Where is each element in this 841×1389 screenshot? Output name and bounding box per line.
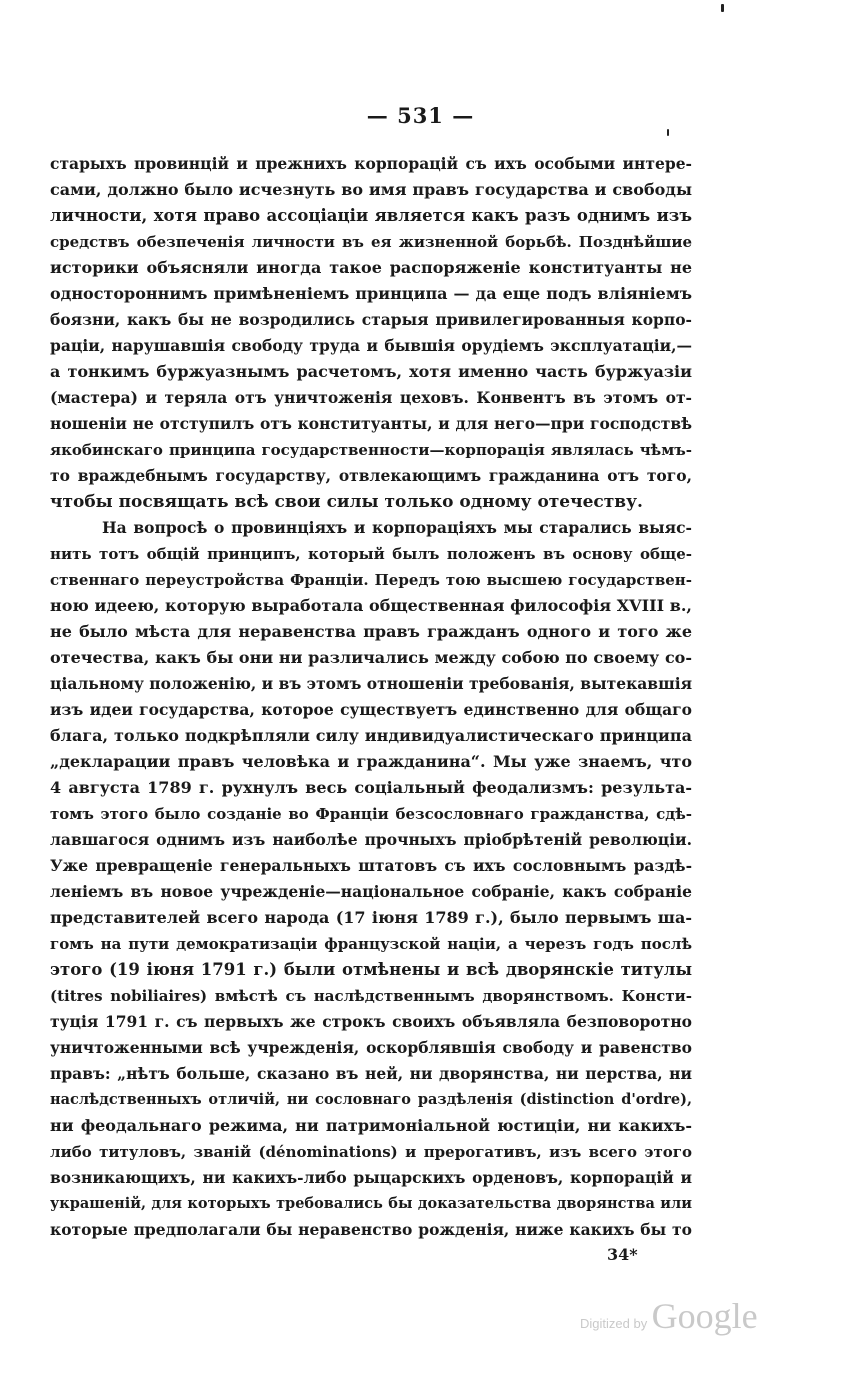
text-line: блага, только подкрѣпляли силу индивидуалистическаго принципа: [50, 726, 692, 745]
text-line: ношеніи не отступилъ отъ конституанты, и для него—при господствѣ: [50, 414, 692, 433]
digitized-by-google-watermark: [580, 1295, 758, 1337]
text-line: уничтоженными всѣ учрежденія, оскорблявшія свободу и равенство: [50, 1038, 692, 1057]
text-line: украшеній, для которыхъ требовались бы доказательства дворянства или: [50, 1195, 692, 1212]
text-line: (titres nobiliaires) вмѣстѣ съ наслѣдственнымъ дворянствомъ. Консти-: [50, 987, 692, 1005]
text-line: возникающихъ, ни какихъ-либо рыцарскихъ орденовъ, корпорацій и: [50, 1168, 692, 1187]
text-line: лавшагося однимъ изъ наиболѣе прочныхъ пріобрѣтеній революціи.: [50, 830, 692, 849]
scan-speck: [721, 4, 724, 12]
text-line: наслѣдственныхъ отличій, ни сословнаго раздѣленія (distinction d'ordre),: [50, 1091, 692, 1108]
text-line: якобинскаго принципа государственности—корпорація являлась чѣмъ-: [50, 441, 692, 459]
text-line: личности, хотя право ассоціаціи является какъ разъ однимъ изъ: [50, 206, 692, 225]
text-line: леніемъ въ новое учрежденіе—національное собраніе, какъ собраніе: [50, 882, 692, 901]
text-line: туція 1791 г. съ первыхъ же строкъ своихъ объявляла безповоротно: [50, 1012, 692, 1031]
text-line: не было мѣста для неравенства правъ гражданъ одного и того же: [50, 622, 692, 641]
text-line: нить тотъ общій принципъ, который былъ положенъ въ основу обще-: [50, 545, 692, 563]
text-line: правъ: „нѣтъ больше, сказано въ ней, ни дворянства, ни перства, ни: [50, 1064, 692, 1083]
signature-mark: 34*: [607, 1245, 638, 1264]
body-text: [50, 151, 692, 1243]
text-line: представителей всего народа (17 іюня 1789 г.), было первымъ ша-: [50, 908, 692, 927]
page-number: — 531 —: [366, 103, 475, 128]
text-line: Уже превращеніе генеральныхъ штатовъ съ ихъ сословнымъ раздѣ-: [50, 856, 692, 875]
text-line: томъ этого было созданіе во Франціи безсословнаго гражданства, сдѣ-: [50, 805, 692, 823]
text-line: ною идеею, которую выработала общественная философія XVIII в.,: [50, 596, 692, 615]
text-line: гомъ на пути демократизаціи французской націи, а черезъ годъ послѣ: [50, 935, 692, 953]
text-line: то враждебнымъ государству, отвлекающимъ гражданина отъ того,: [50, 466, 692, 485]
text-line: средствъ обезпеченія личности въ ея жизненной борьбѣ. Позднѣйшие: [50, 233, 692, 251]
text-line: 4 августа 1789 г. рухнулъ весь соціальный феодализмъ: результа-: [50, 778, 692, 797]
text-line: этого (19 іюня 1791 г.) были отмѣнены и всѣ дворянскіе титулы: [50, 960, 692, 979]
text-line: одностороннимъ примѣненіемъ принципа — да еще подъ вліяніемъ: [50, 284, 692, 303]
text-line: боязни, какъ бы не возродились старыя привилегированныя корпо-: [50, 310, 692, 329]
text-line: ціальному положенію, и въ этомъ отношеніи требованія, вытекавшія: [50, 674, 692, 693]
text-line: „декларации правъ человѣка и гражданина“. Мы уже знаемъ, что: [50, 752, 692, 771]
text-line: историки объясняли иногда такое распоряженіе конституанты не: [50, 258, 692, 277]
text-line: ственнаго переустройства Франціи. Передъ тою высшею государствен-: [50, 571, 692, 589]
text-line: (мастера) и теряла отъ уничтоженія цеховъ. Конвентъ въ этомъ от-: [50, 388, 692, 407]
paragraph-last-line: чтобы посвящать всѣ свои силы только одному отечеству.: [50, 492, 643, 512]
text-line: раціи, нарушавшія свободу труда и бывшія орудіемъ эксплуатаціи,—: [50, 336, 692, 355]
text-line: ни феодальнаго режима, ни патримоніальной юстиціи, ни какихъ-: [50, 1116, 692, 1135]
watermark-small-text: Digitized by: [580, 1316, 648, 1331]
text-line: изъ идеи государства, которое существуетъ единственно для общаго: [50, 700, 692, 719]
watermark-logo-text: Google: [651, 1296, 758, 1336]
text-line: сами, должно было исчезнуть во имя правъ государства и свободы: [50, 180, 692, 199]
paragraph-first-line: На вопросѣ о провинціяхъ и корпораціяхъ мы старались выяс-: [102, 518, 692, 537]
text-line: а тонкимъ буржуазнымъ расчетомъ, хотя именно часть буржуазіи: [50, 362, 692, 381]
text-line: либо титуловъ, званій (dénominations) и прерогативъ, изъ всего этого: [50, 1143, 692, 1161]
scan-speck: [667, 129, 669, 136]
text-line: которые предполагали бы неравенство рожденія, ниже какихъ бы то: [50, 1220, 692, 1239]
text-line: отечества, какъ бы они ни различались между собою по своему со-: [50, 648, 692, 667]
text-line: старыхъ провинцій и прежнихъ корпорацій съ ихъ особыми интере-: [50, 154, 692, 173]
